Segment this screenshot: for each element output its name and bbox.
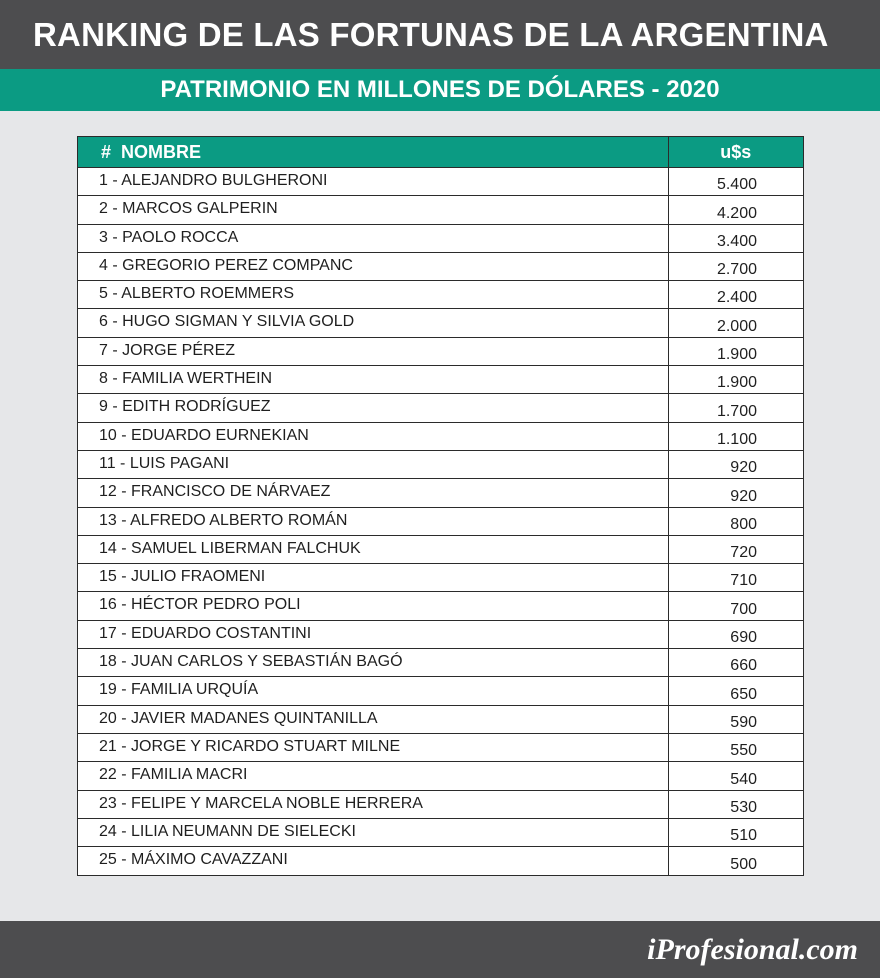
row-name: 2 - MARCOS GALPERIN bbox=[78, 196, 668, 224]
row-value: 660 bbox=[668, 649, 803, 677]
table-header-row bbox=[78, 137, 803, 168]
row-name: 9 - EDITH RODRÍGUEZ bbox=[78, 394, 668, 422]
row-value: 2.700 bbox=[668, 252, 803, 280]
row-name: 5 - ALBERTO ROEMMERS bbox=[78, 281, 668, 309]
ranking-table bbox=[77, 136, 804, 876]
row-name: 23 - FELIPE Y MARCELA NOBLE HERRERA bbox=[78, 790, 668, 818]
title-bar bbox=[0, 0, 880, 69]
row-value: 690 bbox=[668, 620, 803, 648]
row-name: 21 - JORGE Y RICARDO STUART MILNE bbox=[78, 733, 668, 761]
table-row bbox=[78, 196, 803, 224]
brand-logo: iProfesional.com bbox=[647, 932, 858, 966]
row-value: 1.100 bbox=[668, 422, 803, 450]
table-row bbox=[78, 479, 803, 507]
table-row bbox=[78, 394, 803, 422]
row-value: 1.900 bbox=[668, 337, 803, 365]
table-row bbox=[78, 818, 803, 846]
table-row bbox=[78, 535, 803, 563]
row-name: 16 - HÉCTOR PEDRO POLI bbox=[78, 592, 668, 620]
page-subtitle: PATRIMONIO EN MILLONES DE DÓLARES - 2020 bbox=[160, 76, 720, 103]
row-value: 510 bbox=[668, 818, 803, 846]
row-name: 14 - SAMUEL LIBERMAN FALCHUK bbox=[78, 535, 668, 563]
table-row bbox=[78, 309, 803, 337]
row-value: 4.200 bbox=[668, 196, 803, 224]
table-body bbox=[78, 168, 803, 875]
column-header-name-label: NOMBRE bbox=[121, 141, 202, 162]
row-name: 24 - LILIA NEUMANN DE SIELECKI bbox=[78, 818, 668, 846]
row-value: 5.400 bbox=[668, 168, 803, 196]
row-name: 11 - LUIS PAGANI bbox=[78, 450, 668, 478]
row-value: 530 bbox=[668, 790, 803, 818]
row-value: 590 bbox=[668, 705, 803, 733]
row-name: 19 - FAMILIA URQUÍA bbox=[78, 677, 668, 705]
row-value: 800 bbox=[668, 507, 803, 535]
row-value: 3.400 bbox=[668, 224, 803, 252]
table-row bbox=[78, 733, 803, 761]
table-row bbox=[78, 507, 803, 535]
table-row bbox=[78, 564, 803, 592]
row-name: 15 - JULIO FRAOMENI bbox=[78, 564, 668, 592]
row-value: 920 bbox=[668, 450, 803, 478]
row-value: 720 bbox=[668, 535, 803, 563]
row-value: 2.000 bbox=[668, 309, 803, 337]
row-name: 13 - ALFREDO ALBERTO ROMÁN bbox=[78, 507, 668, 535]
table-row bbox=[78, 252, 803, 280]
row-name: 1 - ALEJANDRO BULGHERONI bbox=[78, 168, 668, 196]
table-row bbox=[78, 337, 803, 365]
row-name: 7 - JORGE PÉREZ bbox=[78, 337, 668, 365]
row-name: 6 - HUGO SIGMAN Y SILVIA GOLD bbox=[78, 309, 668, 337]
row-name: 12 - FRANCISCO DE NÁRVAEZ bbox=[78, 479, 668, 507]
page-title: RANKING DE LAS FORTUNAS DE LA ARGENTINA bbox=[33, 15, 829, 53]
row-value: 650 bbox=[668, 677, 803, 705]
column-header-value: u$s bbox=[668, 137, 803, 168]
row-name: 3 - PAOLO ROCCA bbox=[78, 224, 668, 252]
row-name: 20 - JAVIER MADANES QUINTANILLA bbox=[78, 705, 668, 733]
table-row bbox=[78, 677, 803, 705]
row-name: 17 - EDUARDO COSTANTINI bbox=[78, 620, 668, 648]
column-header-hash: # bbox=[101, 141, 112, 162]
row-value: 540 bbox=[668, 762, 803, 790]
row-value: 500 bbox=[668, 847, 803, 875]
row-value: 1.900 bbox=[668, 366, 803, 394]
subtitle-bar bbox=[0, 69, 880, 111]
row-name: 18 - JUAN CARLOS Y SEBASTIÁN BAGÓ bbox=[78, 649, 668, 677]
table-row bbox=[78, 649, 803, 677]
table-row bbox=[78, 422, 803, 450]
row-value: 920 bbox=[668, 479, 803, 507]
table-row bbox=[78, 281, 803, 309]
table-row bbox=[78, 705, 803, 733]
row-value: 700 bbox=[668, 592, 803, 620]
row-name: 22 - FAMILIA MACRI bbox=[78, 762, 668, 790]
table-row bbox=[78, 847, 803, 875]
row-value: 710 bbox=[668, 564, 803, 592]
row-value: 550 bbox=[668, 733, 803, 761]
table-row bbox=[78, 168, 803, 196]
table-row bbox=[78, 592, 803, 620]
table-row bbox=[78, 366, 803, 394]
table-row bbox=[78, 224, 803, 252]
table-row bbox=[78, 450, 803, 478]
row-value: 2.400 bbox=[668, 281, 803, 309]
row-name: 4 - GREGORIO PEREZ COMPANC bbox=[78, 252, 668, 280]
row-name: 8 - FAMILIA WERTHEIN bbox=[78, 366, 668, 394]
table-row bbox=[78, 620, 803, 648]
row-name: 10 - EDUARDO EURNEKIAN bbox=[78, 422, 668, 450]
row-value: 1.700 bbox=[668, 394, 803, 422]
table-row bbox=[78, 762, 803, 790]
row-name: 25 - MÁXIMO CAVAZZANI bbox=[78, 847, 668, 875]
column-header-name bbox=[78, 137, 668, 168]
table-row bbox=[78, 790, 803, 818]
footer-bar bbox=[0, 921, 880, 978]
